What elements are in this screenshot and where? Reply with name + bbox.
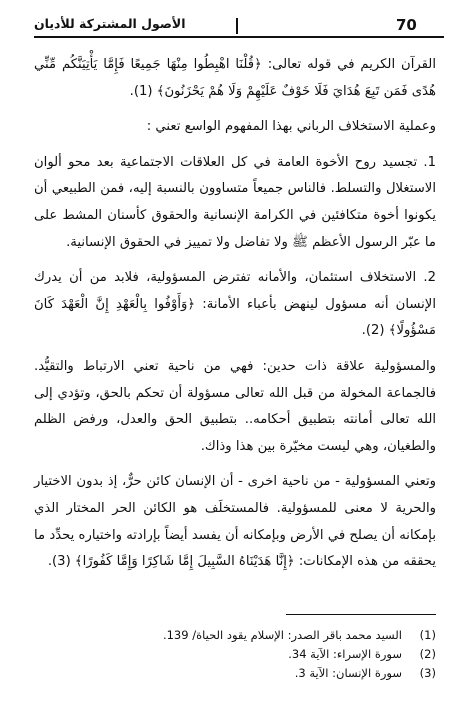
footnote-item: [34, 664, 436, 683]
header-rule: [34, 36, 444, 38]
running-title: الأصول المشتركة للأديان: [34, 16, 186, 31]
main-text: [34, 52, 436, 585]
footnote-number: (2): [419, 647, 436, 661]
paragraph: والمسؤولية علاقة ذات حدين: فهي من ناحية تعني الارتباط والتقيُّد. فالجماعة المخولة من قبل الله تعالى مسؤولة أن تحكم بالحق، وتؤدي إلى الله تعالى أمانته بتطبيق أحكامه.. بتطبيق الحق والعدل، ورفض الظلم والطغيان، وهي ليست مخيّرة بين هذا وذاك.: [34, 358, 436, 454]
footnote-text: سورة الإسراء: الآية 34.: [288, 647, 402, 661]
paragraph: 1. تجسيد روح الأخوة العامة في كل العلاقات الاجتماعية بعد محو ألوان الاستغلال والتسلط. فالناس جميعاً متساوون بالنسبة إليه، فمن الطبيعي أن يكونوا أخوة متكافئين في الكرامة الإنسانية والحقوق كأسنان المشط على ما عبّر الرسول الأعظم ﷺ ولا تفاضل ولا تمييز في الحقوق الإنسانية.: [34, 154, 436, 250]
page-header: [34, 14, 444, 38]
paragraph: القرآن الكريم في قوله تعالى: ﴿قُلْنَا اهْبِطُوا مِنْهَا جَمِيعًا فَإِمَّا يَأْتِيَنَّكُم مِّنِّي هُدًى فَمَن تَبِعَ هُدَايَ فَلَا خَوْفٌ عَلَيْهِمْ وَلَا هُمْ يَحْزَنُونَ﴾ (1).: [34, 57, 436, 99]
header-divider-tick: [236, 18, 238, 34]
paragraph: وعملية الاستخلاف الرباني بهذا المفهوم الواسع تعني :: [146, 119, 436, 135]
footnote-rule: [286, 614, 436, 615]
paragraph: 2. الاستخلاف استئمان، والأمانه تفترض المسؤولية، فلابد من أن يدرك الإنسان أنه مسؤول لينهض بأعباء الأمانة: ﴿وَأَوْفُوا بِالْعَهْدِ إِنَّ الْعَهْدَ كَانَ مَسْؤُولًا﴾ (2).: [34, 270, 436, 339]
footnote-text: سورة الإنسان: الآية 3.: [294, 666, 402, 680]
footnote-item: [34, 645, 436, 664]
footnote-list: [34, 626, 436, 683]
footnote-item: [34, 626, 436, 645]
footnote-text: السيد محمد باقر الصدر: الإسلام يقود الحياة/ 139.: [162, 628, 402, 642]
footnote-number: (3): [419, 666, 436, 680]
paragraph: وتعني المسؤولية - من ناحية اخرى - أن الإنسان كائن حرٌّ، إذ بدون الاختيار والحرية لا معنى للمسؤولية. فالمستخلَف هو الكائن الحر المختار الذي بإمكانه أن يصلح في الأرض وبإمكانه أن يفسد أيضاً بإرادته واختياره يحدِّد ما يحققه من هذه الإمكانات: ﴿إِنَّا هَدَيْنَاهُ السَّبِيلَ إِمَّا شَاكِرًا وَإِمَّا كَفُورًا﴾ (3).: [34, 474, 436, 570]
page-number: 70: [396, 16, 417, 34]
footnote-number: (1): [419, 628, 436, 642]
